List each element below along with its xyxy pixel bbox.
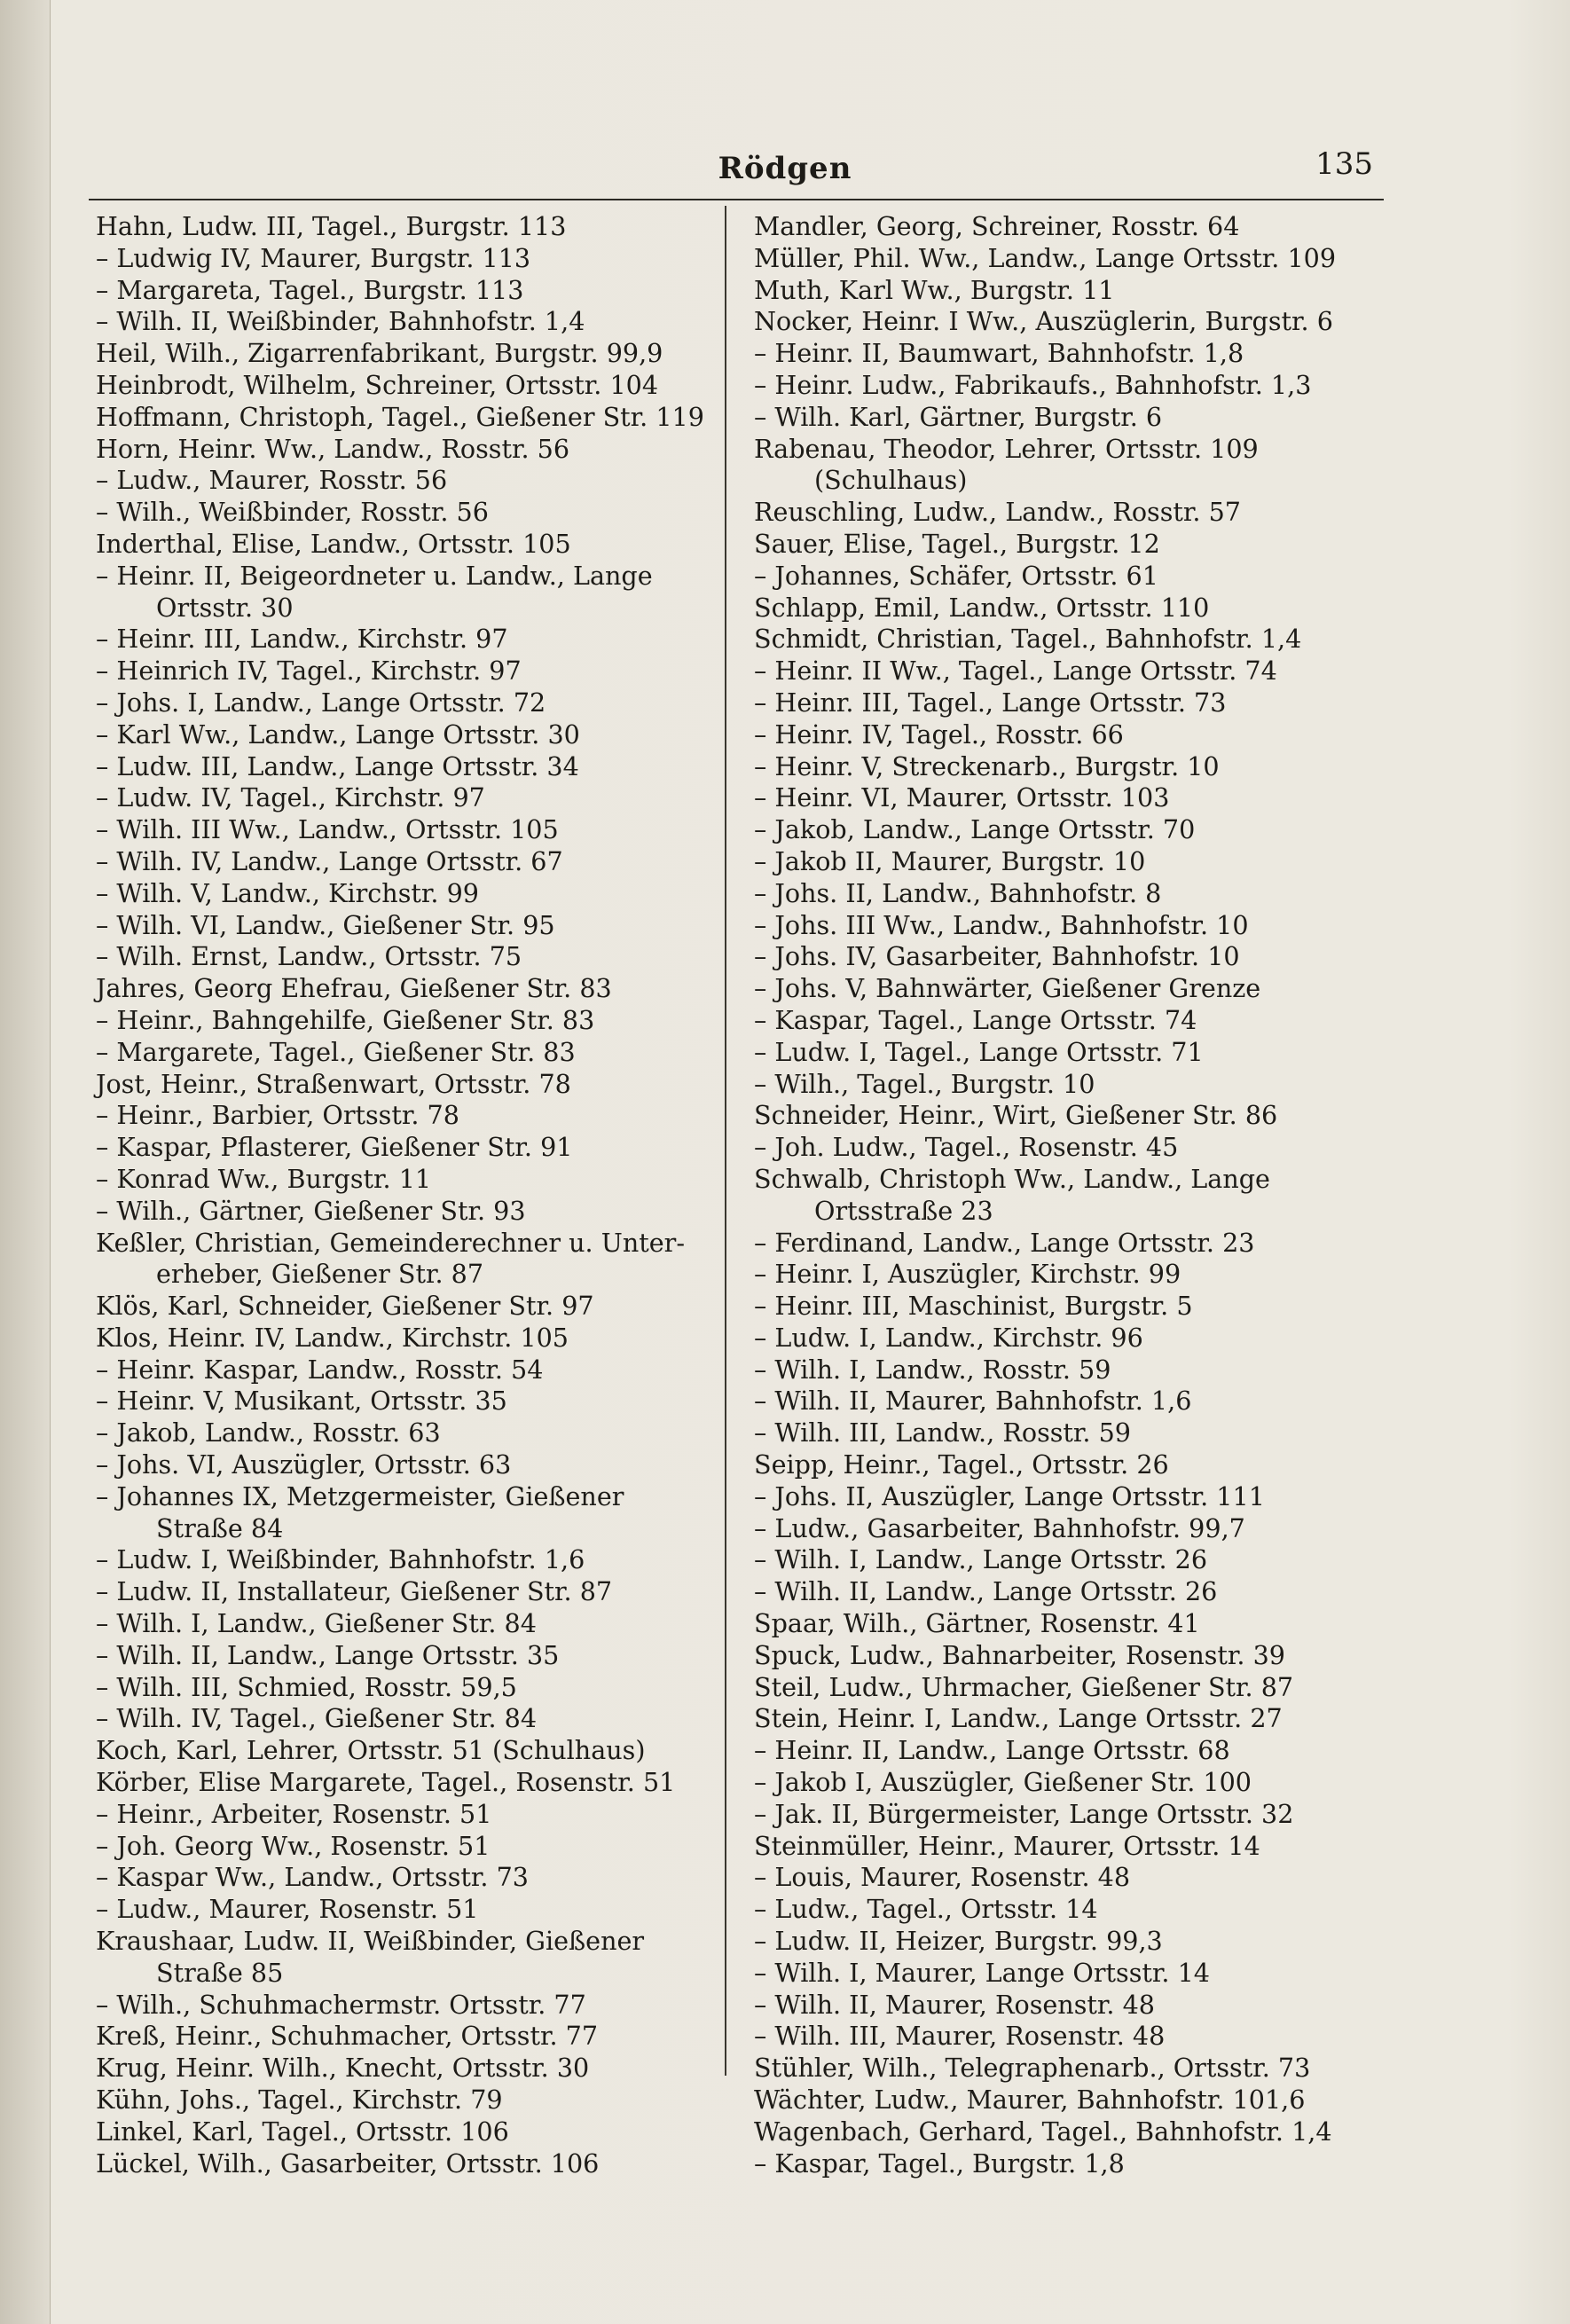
directory-entry: – Wilh. III Ww., Landw., Ortsstr. 105: [96, 814, 559, 845]
directory-entry: Wagenbach, Gerhard, Tagel., Bahnhofstr. 1,4: [754, 2116, 1332, 2147]
directory-entry: – Wilh. II, Weißbinder, Bahnhofstr. 1,4: [96, 306, 585, 337]
directory-entry: – Wilh., Weißbinder, Rosstr. 56: [96, 497, 489, 528]
directory-entry: – Wilh. I, Maurer, Lange Ortsstr. 14: [754, 1957, 1210, 1988]
directory-entry: Spaar, Wilh., Gärtner, Rosenstr. 41: [754, 1608, 1200, 1639]
directory-entry: – Jakob, Landw., Rosstr. 63: [96, 1417, 441, 1449]
directory-entry: – Ludw., Maurer, Rosenstr. 51: [96, 1894, 479, 1925]
directory-entry: Stein, Heinr. I, Landw., Lange Ortsstr. 27: [754, 1703, 1283, 1734]
directory-entry: – Kaspar Ww., Landw., Ortsstr. 73: [96, 1862, 529, 1893]
directory-entry: – Wilh. Ernst, Landw., Ortsstr. 75: [96, 941, 522, 972]
right-column: [754, 211, 1410, 2179]
directory-entry: Schneider, Heinr., Wirt, Gießener Str. 86: [754, 1100, 1278, 1131]
directory-entry: Wächter, Ludw., Maurer, Bahnhofstr. 101,6: [754, 2085, 1306, 2116]
directory-entry: – Wilh. III, Schmied, Rosstr. 59,5: [96, 1671, 517, 1702]
directory-entry-continuation: erheber, Gießener Str. 87: [156, 1259, 484, 1290]
directory-entry: Koch, Karl, Lehrer, Ortsstr. 51 (Schulhaus): [96, 1735, 646, 1766]
directory-entry-continuation: Straße 84: [156, 1512, 284, 1543]
directory-entry: Müller, Phil. Ww., Landw., Lange Ortsstr. 109: [754, 242, 1337, 273]
directory-entry: – Wilh. Karl, Gärtner, Burgstr. 6: [754, 401, 1163, 432]
directory-entry: – Wilh. II, Landw., Lange Ortsstr. 35: [96, 1639, 560, 1670]
directory-entry: – Louis, Maurer, Rosenstr. 48: [754, 1862, 1131, 1893]
directory-entry: – Wilh., Gärtner, Gießener Str. 93: [96, 1195, 526, 1226]
directory-entry: Nocker, Heinr. I Ww., Auszüglerin, Burgstr. 6: [754, 306, 1333, 337]
directory-entry: – Kaspar, Pflasterer, Gießener Str. 91: [96, 1132, 573, 1163]
directory-entry: Muth, Karl Ww., Burgstr. 11: [754, 274, 1115, 305]
book-gutter: [0, 0, 51, 2324]
directory-entry: – Jak. II, Bürgermeister, Lange Ortsstr. 32: [754, 1798, 1294, 1829]
directory-entry: – Joh. Ludw., Tagel., Rosenstr. 45: [754, 1132, 1179, 1163]
directory-entry: Hoffmann, Christoph, Tagel., Gießener Str. 119: [96, 401, 704, 432]
directory-entry: – Wilh. V, Landw., Kirchstr. 99: [96, 877, 479, 908]
directory-entry-continuation: Ortsstraße 23: [814, 1195, 993, 1226]
directory-entry: – Ludw. I, Landw., Kirchstr. 96: [754, 1322, 1143, 1353]
left-column: [96, 211, 734, 2179]
directory-entry: – Johannes, Schäfer, Ortsstr. 61: [754, 560, 1158, 591]
directory-entry: – Heinr. I, Auszügler, Kirchstr. 99: [754, 1259, 1181, 1290]
directory-entry: – Ludw. I, Tagel., Lange Ortsstr. 71: [754, 1036, 1204, 1067]
directory-entry: – Johannes IX, Metzgermeister, Gießener: [96, 1480, 624, 1511]
directory-entry: – Wilh. III, Maurer, Rosenstr. 48: [754, 2021, 1166, 2052]
directory-entry: – Heinr. Ludw., Fabrikaufs., Bahnhofstr. 1,3: [754, 369, 1312, 400]
directory-entry: – Wilh. III, Landw., Rosstr. 59: [754, 1417, 1131, 1449]
directory-entry: – Karl Ww., Landw., Lange Ortsstr. 30: [96, 718, 580, 750]
directory-entry: – Heinr. V, Musikant, Ortsstr. 35: [96, 1386, 507, 1417]
directory-entry: Hahn, Ludw. III, Tagel., Burgstr. 113: [96, 211, 567, 241]
directory-entry: – Konrad Ww., Burgstr. 11: [96, 1163, 432, 1194]
directory-entry: – Heinrich IV, Tagel., Kirchstr. 97: [96, 656, 522, 687]
directory-entry: – Heinr. VI, Maurer, Ortsstr. 103: [754, 782, 1170, 813]
directory-entry: – Wilh. IV, Landw., Lange Ortsstr. 67: [96, 845, 563, 876]
directory-entry: – Ludw., Gasarbeiter, Bahnhofstr. 99,7: [754, 1512, 1245, 1543]
directory-entry: Schlapp, Emil, Landw., Ortsstr. 110: [754, 592, 1210, 623]
directory-entry: Inderthal, Elise, Landw., Ortsstr. 105: [96, 528, 571, 559]
directory-entry: – Jakob I, Auszügler, Gießener Str. 100: [754, 1767, 1252, 1798]
directory-entry: Schwalb, Christoph Ww., Landw., Lange: [754, 1163, 1270, 1194]
directory-entry: – Heinr. II, Landw., Lange Ortsstr. 68: [754, 1735, 1230, 1766]
directory-entry: – Ludw. I, Weißbinder, Bahnhofstr. 1,6: [96, 1544, 585, 1575]
directory-entry: Stühler, Wilh., Telegraphenarb., Ortsstr. 73: [754, 2053, 1311, 2084]
directory-entry: – Ludwig IV, Maurer, Burgstr. 113: [96, 242, 531, 273]
directory-entry: – Kaspar, Tagel., Lange Ortsstr. 74: [754, 1004, 1197, 1035]
directory-entry: – Heinr. III, Landw., Kirchstr. 97: [96, 624, 508, 655]
directory-entry: Mandler, Georg, Schreiner, Rosstr. 64: [754, 211, 1240, 241]
directory-entry: – Heinr. III, Maschinist, Burgstr. 5: [754, 1291, 1193, 1322]
directory-entry: – Heinr., Bahngehilfe, Gießener Str. 83: [96, 1004, 595, 1035]
directory-entry: – Heinr. II, Beigeordneter u. Landw., Lange: [96, 560, 653, 591]
directory-entry: – Jakob, Landw., Lange Ortsstr. 70: [754, 814, 1196, 845]
directory-entry: Steil, Ludw., Uhrmacher, Gießener Str. 87: [754, 1671, 1294, 1702]
directory-entry: – Joh. Georg Ww., Rosenstr. 51: [96, 1830, 491, 1861]
directory-entry: Linkel, Karl, Tagel., Ortsstr. 106: [96, 2116, 509, 2147]
directory-entry: – Wilh. I, Landw., Lange Ortsstr. 26: [754, 1544, 1208, 1575]
directory-entry: – Ludw. II, Installateur, Gießener Str. 87: [96, 1576, 613, 1607]
directory-entry: – Wilh. I, Landw., Rosstr. 59: [754, 1354, 1111, 1385]
directory-entry: – Heinr. II, Baumwart, Bahnhofstr. 1,8: [754, 338, 1244, 369]
directory-entry: Keßler, Christian, Gemeinderechner u. Unter-: [96, 1227, 685, 1258]
directory-entry: Steinmüller, Heinr., Maurer, Ortsstr. 14: [754, 1830, 1260, 1861]
directory-entry: – Wilh. II, Landw., Lange Ortsstr. 26: [754, 1576, 1218, 1607]
directory-entry-continuation: Straße 85: [156, 1957, 284, 1988]
directory-entry: – Wilh., Tagel., Burgstr. 10: [754, 1068, 1095, 1099]
directory-entry: – Margarete, Tagel., Gießener Str. 83: [96, 1036, 576, 1067]
directory-entry: – Ludw. III, Landw., Lange Ortsstr. 34: [96, 750, 579, 781]
directory-entry: – Johs. VI, Auszügler, Ortsstr. 63: [96, 1449, 512, 1480]
directory-entry: – Johs. I, Landw., Lange Ortsstr. 72: [96, 687, 546, 718]
directory-entry: – Wilh. II, Maurer, Rosenstr. 48: [754, 1989, 1155, 2020]
directory-entry: – Heinr., Arbeiter, Rosenstr. 51: [96, 1798, 492, 1829]
directory-entry-continuation: Ortsstr. 30: [156, 592, 294, 623]
directory-entry: – Heinr. IV, Tagel., Rosstr. 66: [754, 718, 1124, 750]
directory-entry: Klös, Karl, Schneider, Gießener Str. 97: [96, 1291, 594, 1322]
directory-entry: Sauer, Elise, Tagel., Burgstr. 12: [754, 528, 1160, 559]
page-number: 135: [1315, 146, 1373, 182]
page-title: Rödgen: [718, 151, 852, 186]
directory-entry: – Johs. IV, Gasarbeiter, Bahnhofstr. 10: [754, 941, 1240, 972]
directory-entry: Kühn, Johs., Tagel., Kirchstr. 79: [96, 2085, 503, 2116]
directory-entry: – Johs. III Ww., Landw., Bahnhofstr. 10: [754, 909, 1249, 940]
directory-entry: – Ludw. IV, Tagel., Kirchstr. 97: [96, 782, 485, 813]
directory-entry: – Johs. II, Landw., Bahnhofstr. 8: [754, 877, 1162, 908]
directory-entry: Spuck, Ludw., Bahnarbeiter, Rosenstr. 39: [754, 1639, 1285, 1670]
directory-entry-continuation: (Schulhaus): [814, 465, 968, 496]
directory-entry: Krug, Heinr. Wilh., Knecht, Ortsstr. 30: [96, 2053, 590, 2084]
directory-entry: – Ferdinand, Landw., Lange Ortsstr. 23: [754, 1227, 1255, 1258]
directory-entry: Jahres, Georg Ehefrau, Gießener Str. 83: [96, 973, 612, 1004]
directory-entry: – Wilh., Schuhmachermstr. Ortsstr. 77: [96, 1989, 586, 2020]
directory-entry: – Wilh. II, Maurer, Bahnhofstr. 1,6: [754, 1386, 1192, 1417]
directory-entry: Klos, Heinr. IV, Landw., Kirchstr. 105: [96, 1322, 569, 1353]
directory-entry: Lückel, Wilh., Gasarbeiter, Ortsstr. 106: [96, 2147, 600, 2179]
directory-entry: Heinbrodt, Wilhelm, Schreiner, Ortsstr. 104: [96, 369, 659, 400]
directory-entry: – Wilh. I, Landw., Gießener Str. 84: [96, 1608, 537, 1639]
directory-entry: – Johs. II, Auszügler, Lange Ortsstr. 111: [754, 1480, 1265, 1511]
directory-entry: – Ludw., Maurer, Rosstr. 56: [96, 465, 448, 496]
directory-entry: – Wilh. VI, Landw., Gießener Str. 95: [96, 909, 555, 940]
directory-entry: – Heinr., Barbier, Ortsstr. 78: [96, 1100, 459, 1131]
directory-entry: Heil, Wilh., Zigarrenfabrikant, Burgstr. 99,9: [96, 338, 663, 369]
directory-entry: – Ludw., Tagel., Ortsstr. 14: [754, 1894, 1098, 1925]
directory-entry: – Johs. V, Bahnwärter, Gießener Grenze: [754, 973, 1261, 1004]
directory-entry: Kreß, Heinr., Schuhmacher, Ortsstr. 77: [96, 2021, 599, 2052]
directory-entry: – Ludw. II, Heizer, Burgstr. 99,3: [754, 1926, 1163, 1957]
directory-entry: Körber, Elise Margarete, Tagel., Rosenstr. 51: [96, 1767, 676, 1798]
directory-entry: Horn, Heinr. Ww., Landw., Rosstr. 56: [96, 433, 570, 464]
directory-entry: – Heinr. Kaspar, Landw., Rosstr. 54: [96, 1354, 544, 1385]
directory-entry: – Kaspar, Tagel., Burgstr. 1,8: [754, 2147, 1125, 2179]
directory-entry: – Wilh. IV, Tagel., Gießener Str. 84: [96, 1703, 538, 1734]
directory-entry: – Heinr. III, Tagel., Lange Ortsstr. 73: [754, 687, 1227, 718]
directory-entry: Schmidt, Christian, Tagel., Bahnhofstr. 1,4: [754, 624, 1302, 655]
directory-entry: Kraushaar, Ludw. II, Weißbinder, Gießener: [96, 1926, 645, 1957]
directory-entry: – Heinr. II Ww., Tagel., Lange Ortsstr. 74: [754, 656, 1277, 687]
directory-entry: – Jakob II, Maurer, Burgstr. 10: [754, 845, 1146, 876]
directory-entry: – Heinr. V, Streckenarb., Burgstr. 10: [754, 750, 1220, 781]
directory-entry: Jost, Heinr., Straßenwart, Ortsstr. 78: [96, 1068, 571, 1099]
directory-entry: Reuschling, Ludw., Landw., Rosstr. 57: [754, 497, 1241, 528]
directory-entry: – Margareta, Tagel., Burgstr. 113: [96, 274, 524, 305]
directory-entry: Seipp, Heinr., Tagel., Ortsstr. 26: [754, 1449, 1169, 1480]
directory-entry: Rabenau, Theodor, Lehrer, Ortsstr. 109: [754, 433, 1259, 464]
header-rule: [89, 199, 1384, 200]
